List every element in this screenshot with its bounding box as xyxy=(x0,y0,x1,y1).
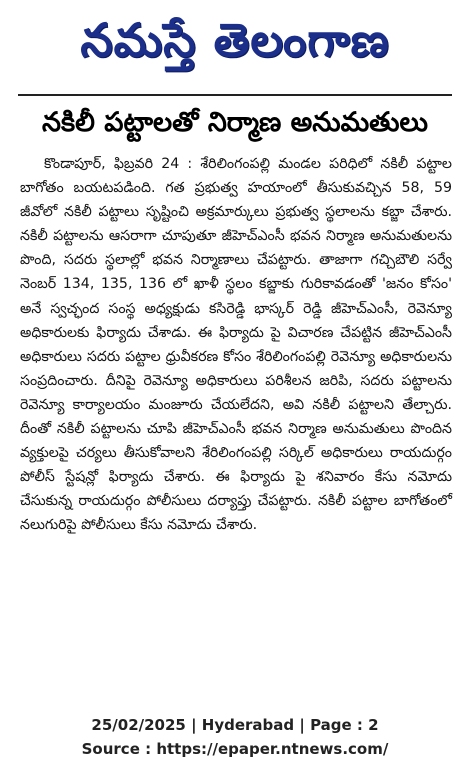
newspaper-masthead xyxy=(20,6,450,86)
source-link[interactable]: Source : https://epaper.ntnews.com/ xyxy=(81,740,389,758)
article-body xyxy=(20,152,452,538)
article-headline: నకిలీ పట్టాలతో నిర్మాణ అనుమతులు xyxy=(42,107,428,138)
masthead-title: నమస్తే తెలంగాణ xyxy=(80,13,390,67)
publication-info: 25/02/2025 | Hyderabad | Page : 2 xyxy=(91,716,379,734)
article-paragraph: కొండాపూర్, ఫిబ్రవరి 24 : శేరిలింగంపల్లి మండల పరిధిలో నకిలీ పట్టాల బాగోతం బయటపడింది. గత ప్రభుత్వ హయాంలో తీసుకువచ్చిన 58, 59 జీవోలో నకిలీ పట్టాలు సృష్టించి అక్రమార్కులు ప్రభుత్వ స్థలాలను కబ్జా చేశారు. నకిలీ పట్టాలను ఆసరాగా చూపుతూ జీహెచ్ఎంసీ భవన నిర్మాణ అనుమతులను పొంది, సదరు స్థలాల్లో భవన నిర్మాణాలు చేపట్టారు. తాజాగా గచ్చిబౌలి సర్వే నెంబర్ 134, 135, 136 లో ఖాళీ స్థలం కబ్జాకు గురికావడంతో 'జనం కోసం' అనే స్వచ్ఛంద సంస్థ అధ్యక్షుడు కసిరెడ్డి భాస్కర్ రెడ్డి జీహెచ్ఎంసీ, రెవెన్యూ అధికారులకు ఫిర్యాదు చేశాడు. ఈ ఫిర్యాదు పై విచారణ చేపట్టిన జీహెచ్ఎంసీ అధికారులు సదరు పట్టాల ధ్రువీకరణ కోసం శేరిలింగంపల్లి రెవెన్యూ అధికారులను సంప్రదించారు. దీనిపై రెవెన్యూ అధికారులు పరిశీలన జరిపి, సదరు పట్టాలను రెవెన్యూ కార్యాలయం మంజూరు చేయలేదని, అవి నకిలీ పట్టాలని తేల్చారు. దీంతో నకిలీ పట్టాలను చూపి జీహెచ్ఎంసీ భవన నిర్మాణ అనుమతులు పొందిన వ్యక్తులపై చర్యలు తీసుకోవాలని శేరిలింగంపల్లి సర్కిల్ అధికారులు రాయదుర్గం పోలీస్ స్టేషన్లో ఫిర్యాదు చేశారు. ఈ ఫిర్యాదు పై శనివారం కేసు నమోదు చేసుకున్న రాయదుర్గం పోలీసులు దర్యాప్తు చేపట్టారు. నకిలీ పట్టాల బాగోతంలో నలుగురిపై పోలీసులు కేసు నమోదు చేశారు. xyxy=(20,156,452,534)
masthead-divider xyxy=(18,94,452,96)
